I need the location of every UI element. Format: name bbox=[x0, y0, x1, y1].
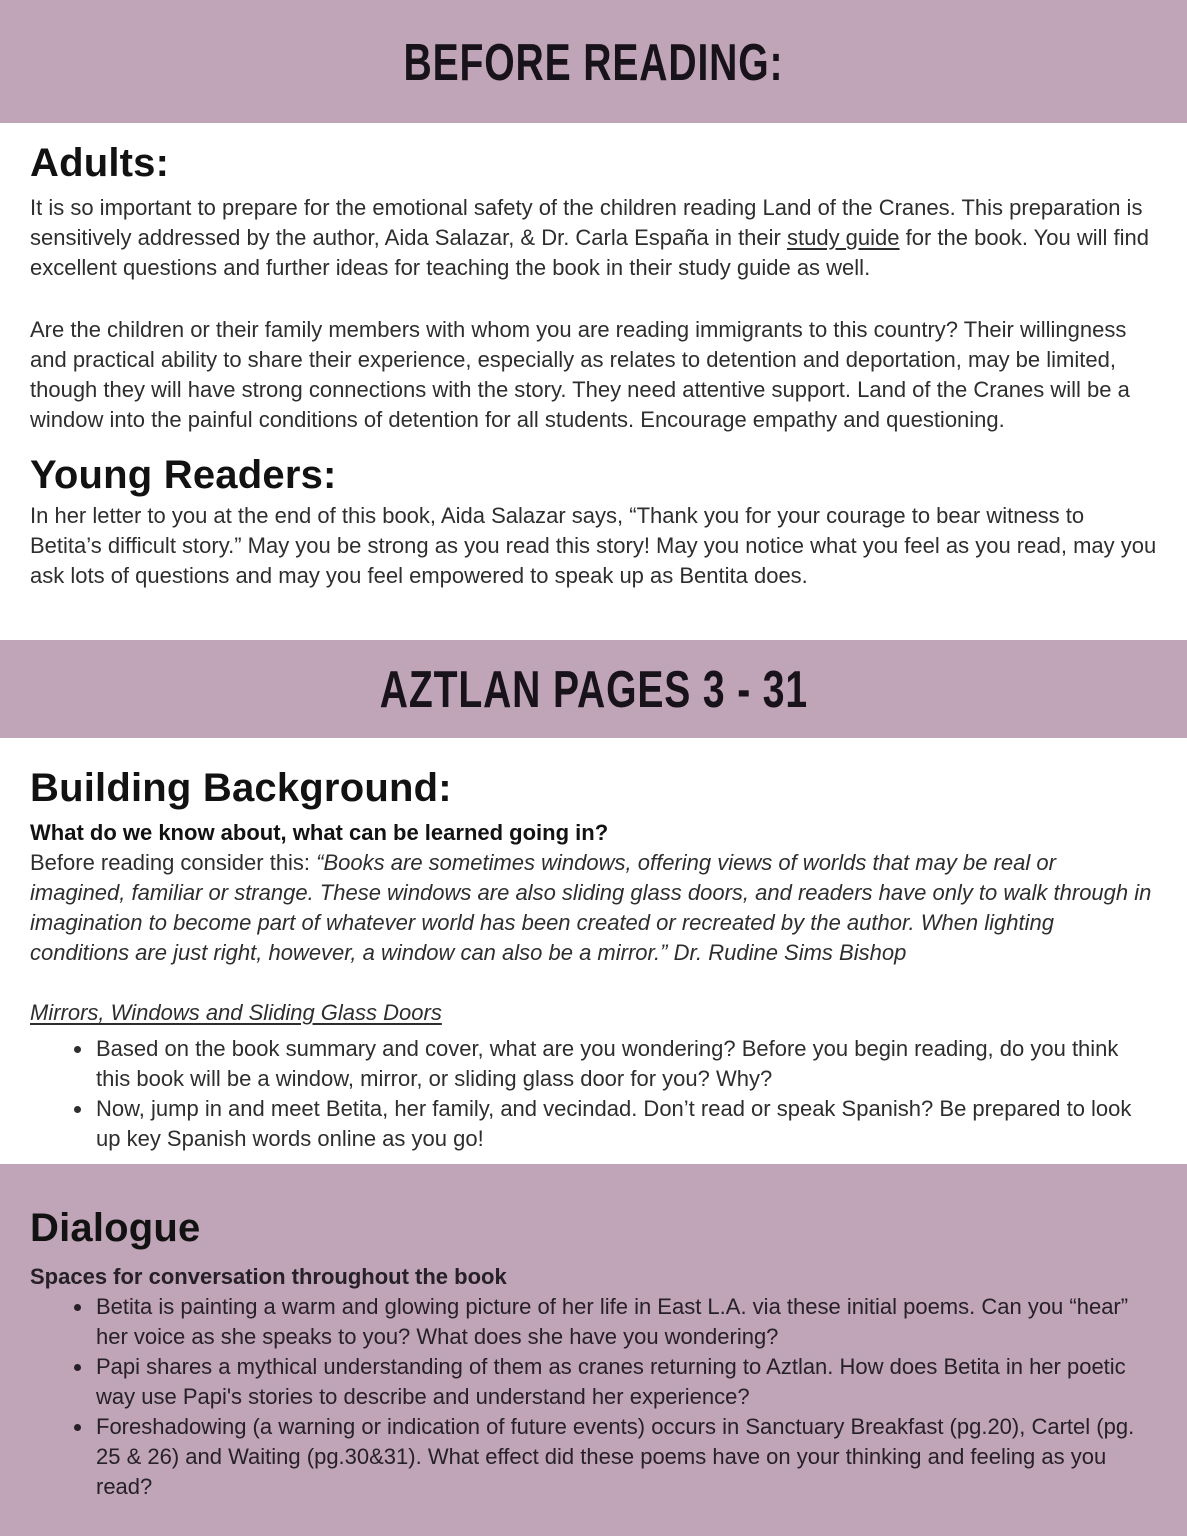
dialogue-subheading: Spaces for conversation throughout the book bbox=[30, 1264, 507, 1289]
before-reading-banner bbox=[0, 0, 1187, 123]
adults-paragraph-1 bbox=[30, 193, 1157, 283]
list-item: • Foreshadowing (a warning or indication of future events) occurs in Sanctuary Breakfast (pg.20), Cartel (pg. 25 & 26) and Waiting (pg.30&31). What effect did these poems have on your thinking and feeling as you read? bbox=[94, 1412, 1157, 1502]
building-background-bullet-list bbox=[30, 1034, 1157, 1154]
study-guide-link[interactable]: study guide bbox=[786, 225, 900, 250]
before-reading-title: BEFORE READING: bbox=[403, 32, 784, 91]
before-reading-section bbox=[0, 123, 1187, 640]
adults-paragraph-1-tail: for the book. You will find excellent questions and further ideas for teaching the book in their study guide as well. bbox=[30, 225, 1150, 280]
building-background-heading: Building Background: bbox=[30, 766, 452, 810]
dialogue-heading: Dialogue bbox=[30, 1206, 201, 1250]
quote-intro: Before reading consider this: bbox=[30, 850, 317, 875]
adults-heading: Adults: bbox=[30, 141, 170, 185]
mirrors-windows-doors-link[interactable]: Mirrors, Windows and Sliding Glass Doors bbox=[30, 1000, 442, 1025]
bishop-quote: “Books are sometimes windows, offering views of worlds that may be real or imagined, familiar or strange. These windows are also sliding glass doors, and readers have only to walk through in imagination to become part of whatever world has been created or recreated by the author. When lighting conditions are just right, however, a window can also be a mirror.” Dr. Rudine Sims Bishop bbox=[30, 850, 1152, 965]
building-background-section bbox=[0, 738, 1187, 1164]
building-background-subheading: What do we know about, what can be learned going in? bbox=[30, 820, 609, 845]
dialogue-bullet-list bbox=[30, 1292, 1157, 1502]
list-item: • Papi shares a mythical understanding of them as cranes returning to Aztlan. How does Betita in her poetic way use Papi's stories to describe and understand her experience? bbox=[94, 1352, 1157, 1412]
adults-paragraph-2: Are the children or their family members with whom you are reading immigrants to this country? Their willingness and practical ability to share their experience, especially as relates to detention and deportation, may be limited, though they will have strong connections with the story. They need attentive support. Land of the Cranes will be a window into the painful conditions of detention for all students. Encourage empathy and questioning. bbox=[30, 317, 1130, 432]
dialogue-section bbox=[0, 1164, 1187, 1536]
adults-paragraph-1-text: It is so important to prepare for the emotional safety of the children reading Land of the Cranes. This preparation is sensitively addressed by the author, Aida Salazar, & Dr. Carla España in their bbox=[30, 195, 1143, 250]
list-item: • Betita is painting a warm and glowing picture of her life in East L.A. via these initial poems. Can you “hear” her voice as she speaks to you? What does she have you wondering? bbox=[94, 1292, 1157, 1352]
list-item: • Now, jump in and meet Betita, her family, and vecindad. Don’t read or speak Spanish? Be prepared to look up key Spanish words online as you go! bbox=[94, 1094, 1157, 1154]
aztlan-title: AZTLAN PAGES 3 - 31 bbox=[379, 659, 808, 719]
young-readers-paragraph: In her letter to you at the end of this book, Aida Salazar says, “Thank you for your courage to bear witness to Betita’s difficult story.” May you be strong as you read this story! May you notice what you feel as you read, may you ask lots of questions and may you feel empowered to speak up as Bentita does. bbox=[30, 503, 1157, 588]
young-readers-heading: Young Readers: bbox=[30, 453, 337, 497]
building-background-quote-paragraph bbox=[30, 848, 1157, 968]
aztlan-banner bbox=[0, 640, 1187, 738]
list-item: • Based on the book summary and cover, what are you wondering? Before you begin reading, do you think this book will be a window, mirror, or sliding glass door for you? Why? bbox=[94, 1034, 1157, 1094]
